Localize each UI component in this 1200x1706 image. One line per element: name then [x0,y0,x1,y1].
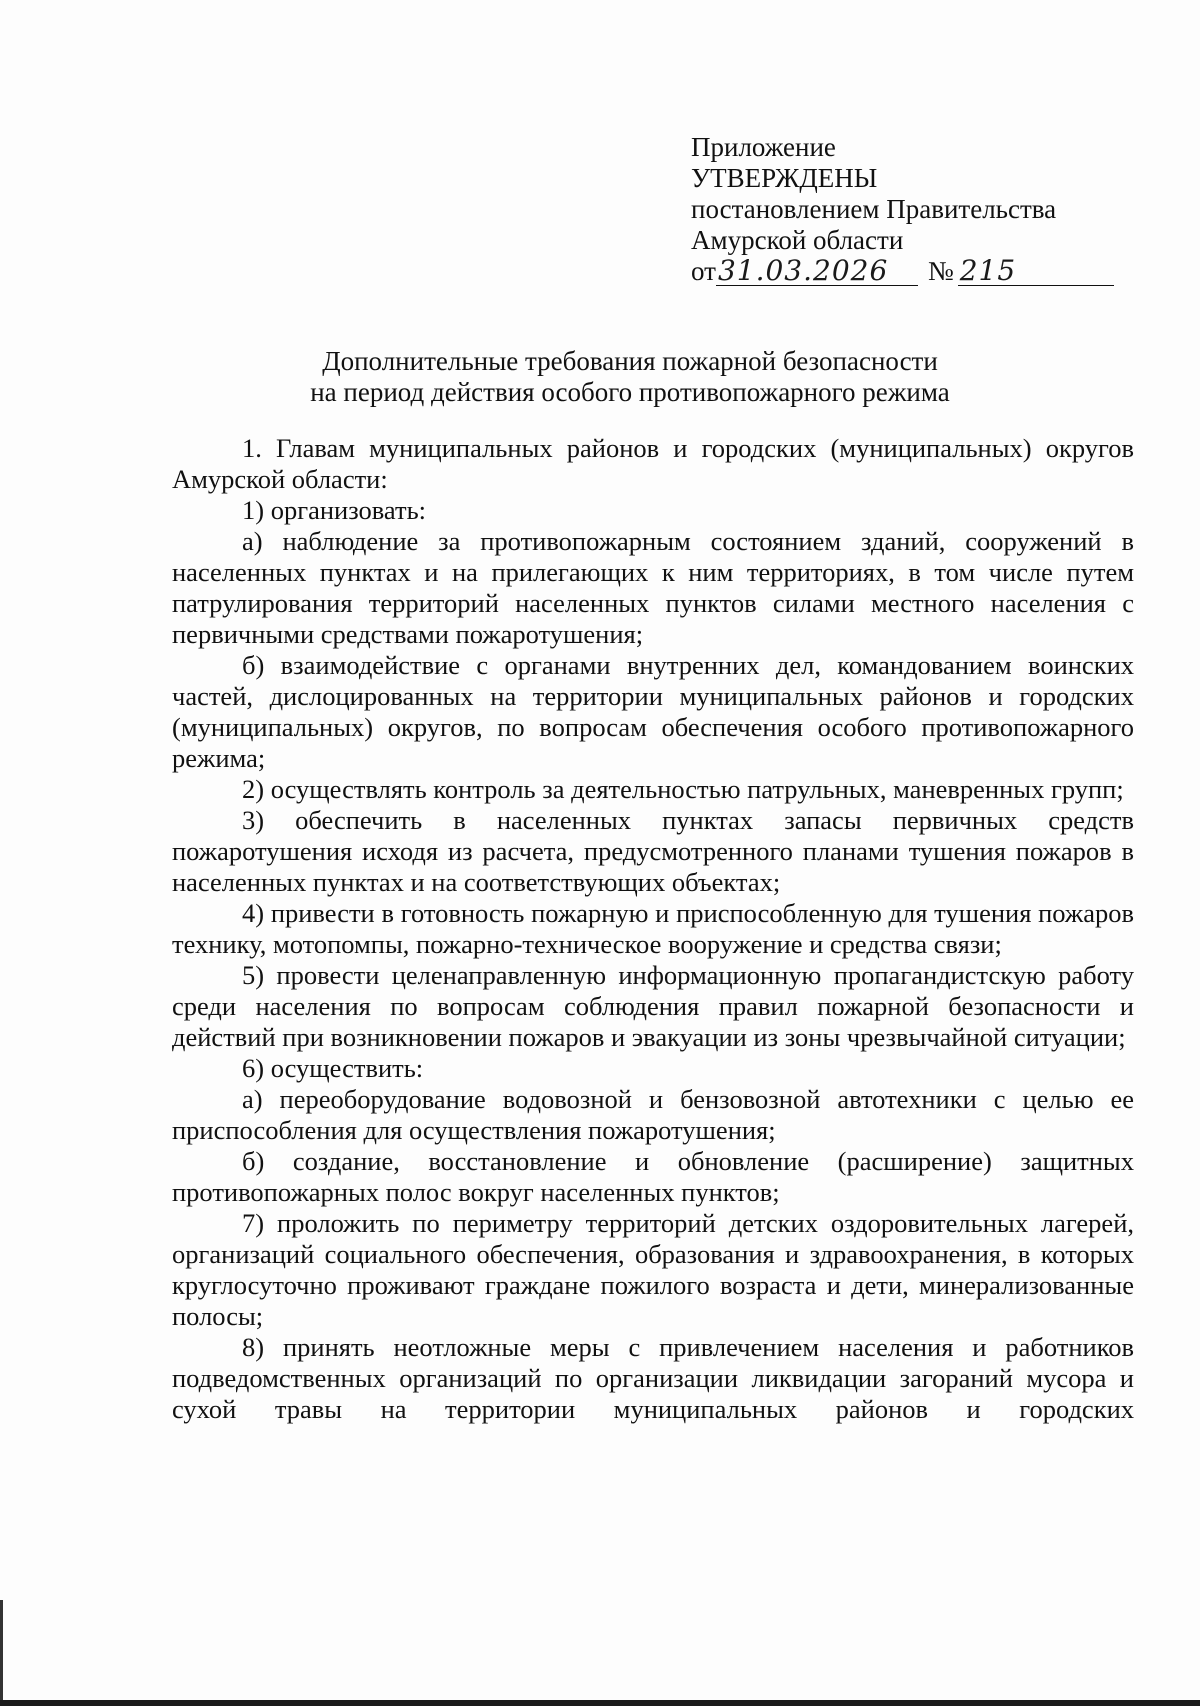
title-line-2: на период действия особого противопожарного режима [310,377,950,407]
resolution-label: постановлением Правительства [691,194,1057,224]
appendix-label: Приложение [691,132,836,162]
approved-label: УТВЕРЖДЕНЫ [691,163,878,193]
approval-block [691,132,1114,287]
scan-edge-bottom [0,1700,1200,1706]
paragraph-1-4: 4) привести в готовность пожарную и приспособленную для тушения пожаров технику, мотопомпы, пожарно-техническое вооружение и средства связи; [172,898,1134,959]
paragraph-1-2: 2) осуществлять контроль за деятельностью патрульных, маневренных групп; [242,774,1124,804]
number-sign: № [927,256,954,286]
paragraph-1-6-a: а) переоборудование водовозной и бензовозной автотехники с целью ее приспособления для осуществления пожаротушения; [172,1084,1134,1145]
region-label: Амурской области [691,225,904,255]
paragraph-1-6-b: б) создание, восстановление и обновление (расширение) защитных противопожарных полос вокруг населенных пунктов; [172,1146,1134,1207]
paragraph-1-1-a: а) наблюдение за противопожарным состоянием зданий, сооружений в населенных пунктах и на прилегающих к ним территориях, в том числе путем патрулирования территорий населенных пунктов силами местного населения с первичными средствами пожаротушения; [172,526,1134,649]
paragraph-1-7: 7) проложить по периметру территорий детских оздоровительных лагерей, организаций социального обеспечения, образования и здравоохранения, в которых круглосуточно проживают граждане пожилого возраста и дети, минерализованные полосы; [172,1208,1134,1331]
paragraph-1-3: 3) обеспечить в населенных пунктах запасы первичных средств пожаротушения исходя из расчета, предусмотренного планами тушения пожаров в населенных пунктах и на соответствующих объектах; [172,805,1134,897]
date-number-line [691,256,1114,287]
paragraph-1: 1. Главам муниципальных районов и городских (муниципальных) округов Амурской области: [172,433,1134,494]
date-prefix: от [691,256,716,286]
paragraph-1-8: 8) принять неотложные меры с привлечением населения и работников подведомственных организаций по организации ликвидации загораний мусора и сухой травы на территории муниципальных районов и городских [172,1332,1134,1424]
paragraph-1-5: 5) провести целенаправленную информационную пропагандистскую работу среди населения по вопросам соблюдения правил пожарной безопасности и действий при возникновении пожаров и эвакуации из зоны чрезвычайной ситуации; [172,960,1134,1052]
document-body [172,433,1134,1425]
paragraph-1-6: 6) осуществить: [242,1053,424,1083]
scan-edge-left [0,1600,3,1706]
handwritten-date: 31.03.2026 [716,257,918,286]
paragraph-1-1-b: б) взаимодействие с органами внутренних дел, командованием воинских частей, дислоцированных на территории муниципальных районов и городских (муниципальных) округов, по вопросам обеспечения особого противопожарного режима; [172,650,1134,773]
paragraph-1-1: 1) организовать: [242,495,427,525]
handwritten-number: 215 [958,257,1114,286]
document-title [170,346,1090,408]
title-line-1: Дополнительные требования пожарной безопасности [322,346,938,376]
